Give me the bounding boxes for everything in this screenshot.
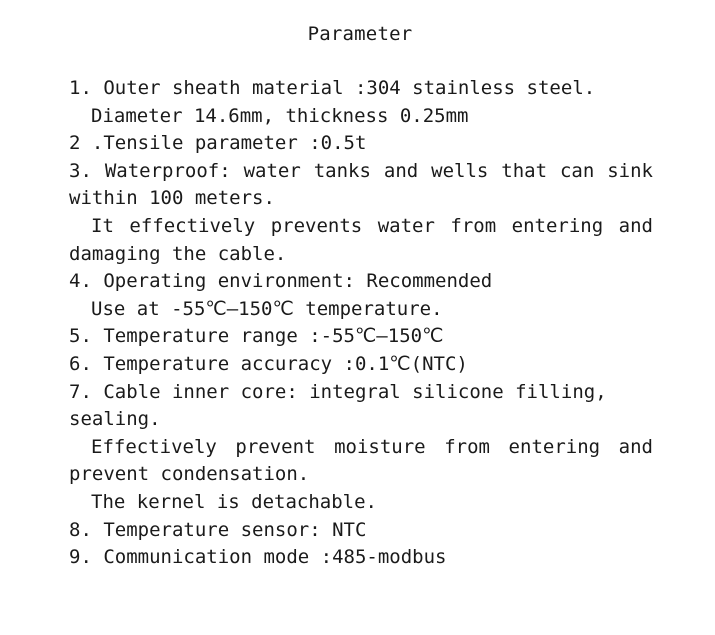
parameter-line: The kernel is detachable. [91,490,377,513]
parameter-line: 3. Waterproof: water tanks and wells that can sink [69,159,653,182]
parameter-line: 1. Outer sheath material :304 stainless steel. [69,77,596,99]
parameter-line: 7. Cable inner core: integral silicone filling, [69,380,607,403]
parameter-line: sealing. [69,408,161,431]
parameter-line: within 100 meters. [69,187,275,210]
parameter-line: 5. Temperature range :-55℃—150℃ [69,325,444,348]
parameter-line: 2 .Tensile parameter :0.5t [69,132,367,155]
parameter-line: 6. Temperature accuracy :0.1℃(NTC) [69,352,468,375]
parameter-list [69,75,653,572]
parameter-line: Diameter 14.6mm, thickness 0.25mm [91,104,469,127]
parameter-line: Use at -55℃—150℃ temperature. [91,297,443,320]
parameter-line: 8. Temperature sensor: NTC [69,518,367,541]
parameter-line: 9. Communication mode :485-modbus [69,546,447,569]
document-title: Parameter [307,23,413,45]
parameter-line: prevent condensation. [69,463,310,486]
parameter-line: 4. Operating environment: Recommended [69,270,493,293]
parameter-line: Effectively prevent moisture from entering and [91,435,653,458]
parameter-line: damaging the cable. [69,242,287,265]
parameter-line: It effectively prevents water from entering and [91,214,653,237]
